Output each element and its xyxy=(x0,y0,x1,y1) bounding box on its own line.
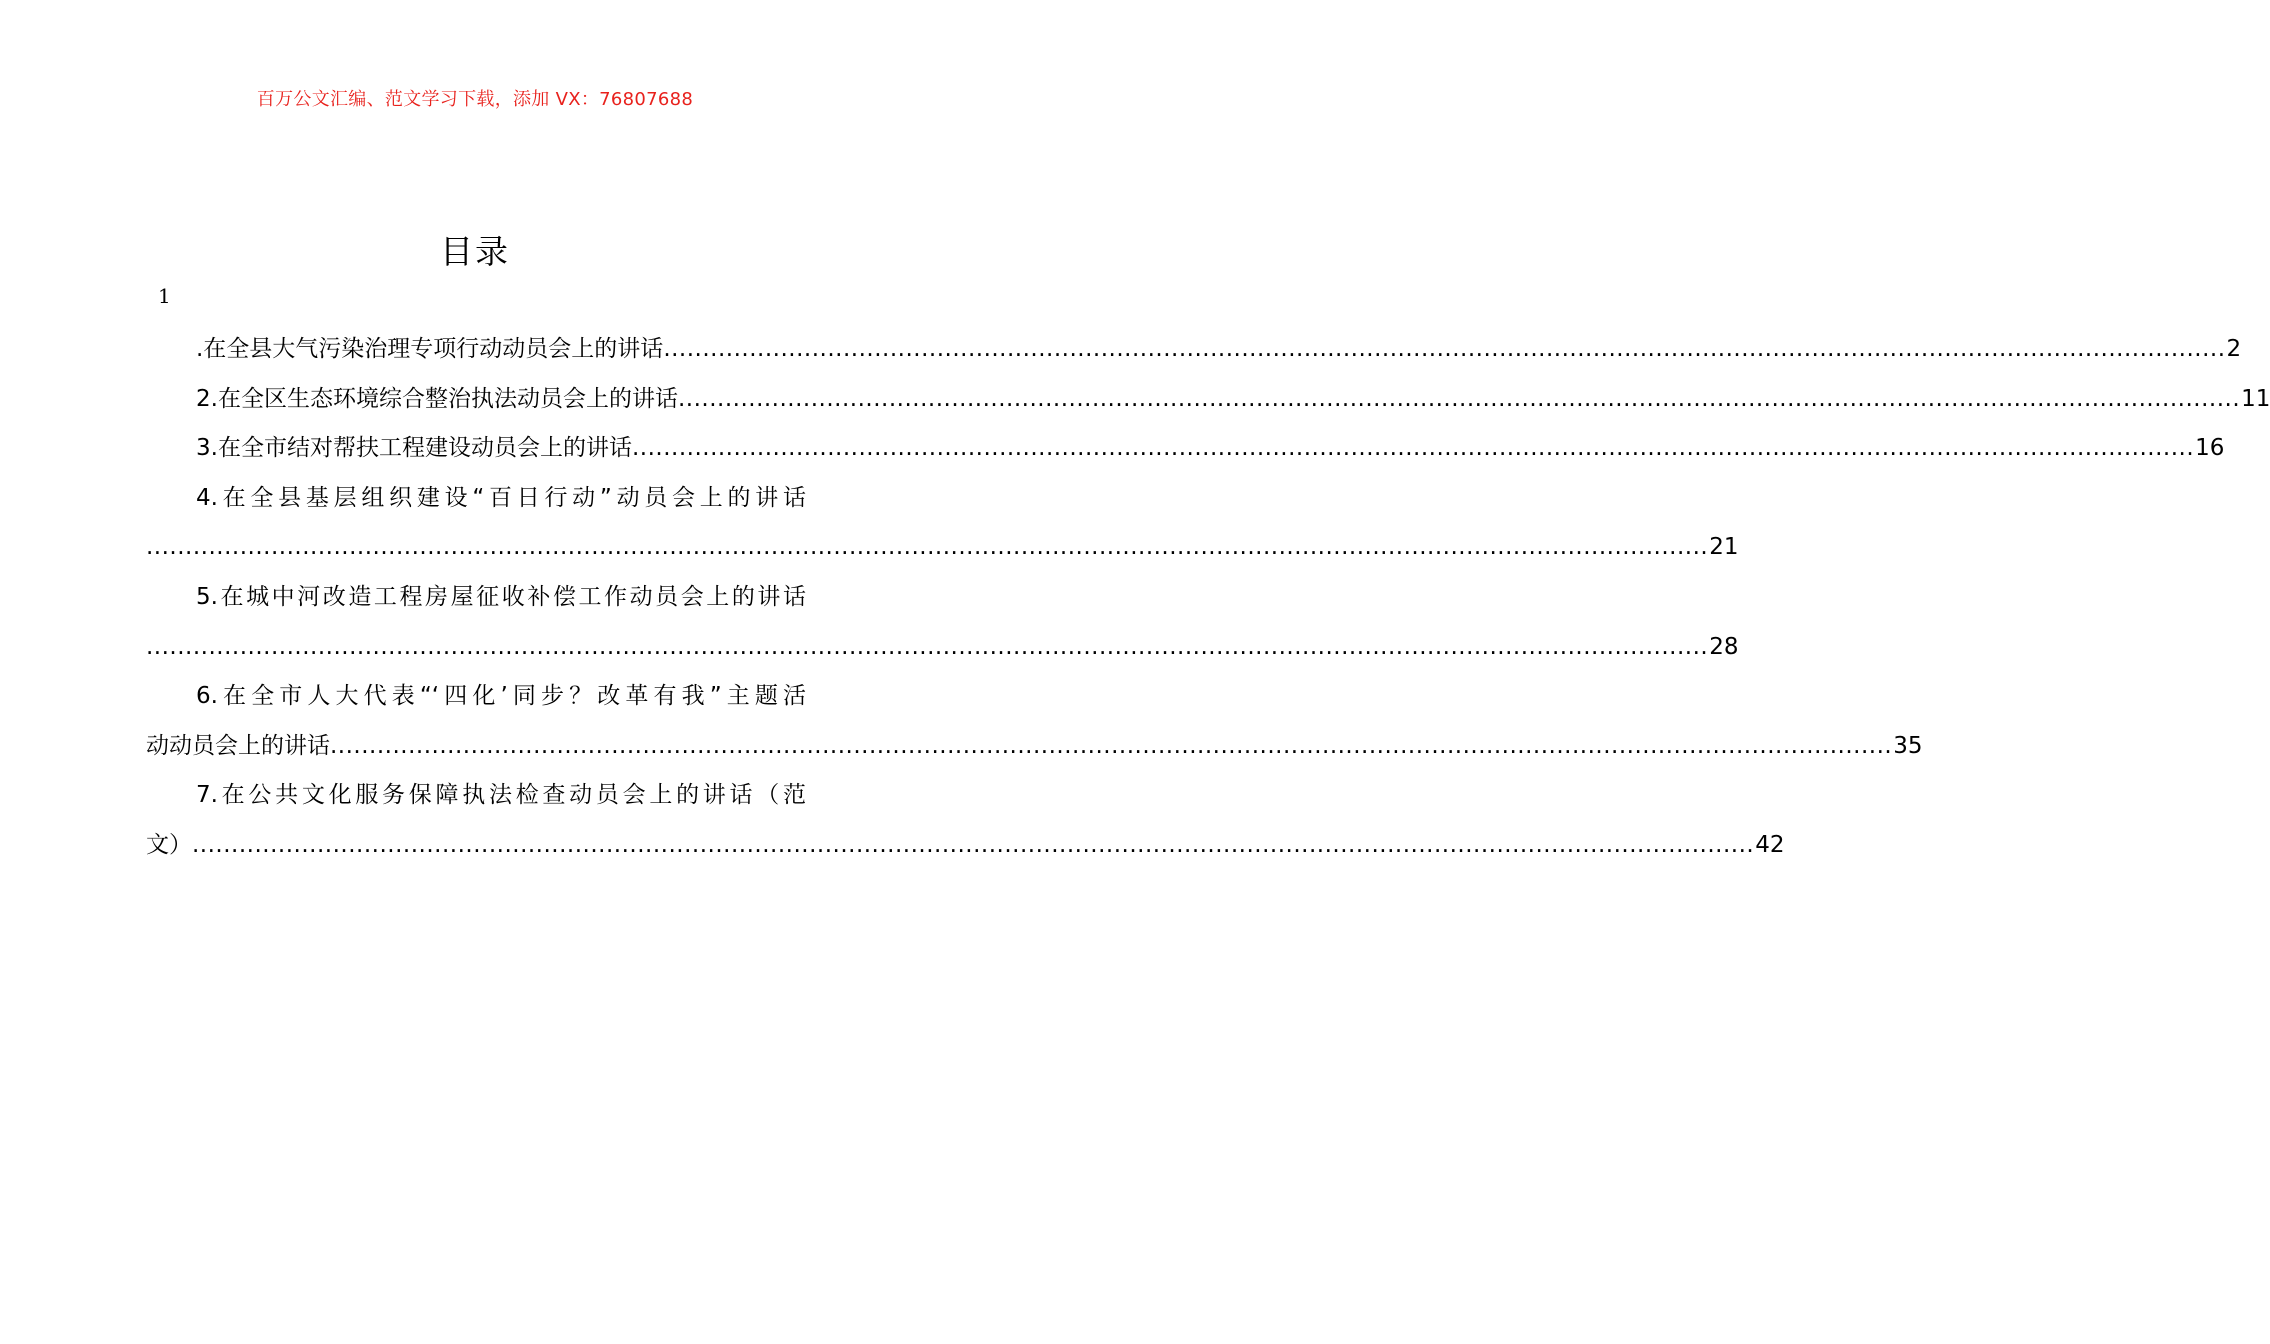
toc-entry-4-line2[interactable] xyxy=(146,523,1739,573)
toc-leader-dots: ........................................................................................................................................................................................................ xyxy=(146,534,1709,561)
toc-leader-dots: ........................................................................................................................................................................................................ xyxy=(146,633,1709,660)
toc-entry-title: 7.在公共文化服务保障执法检查动员会上的讲话（范 xyxy=(196,782,806,809)
toc-entry-5-line2[interactable] xyxy=(146,623,1739,673)
header-note: 百万公文汇编、范文学习下载，添加 VX：76807688 xyxy=(256,89,694,110)
toc-entry-6-line1[interactable] xyxy=(146,672,806,722)
toc-entry-page: 16 xyxy=(2195,435,2225,462)
stray-number: 1 xyxy=(158,284,171,308)
toc-entry-2[interactable] xyxy=(146,375,2270,425)
toc-entry-title: .在全县大气污染治理专项行动动员会上的讲话 xyxy=(196,336,664,362)
toc-entry-page: 35 xyxy=(1893,732,1923,759)
toc-entry-5-line1[interactable] xyxy=(146,573,806,623)
toc-entry-7-line1[interactable] xyxy=(146,771,806,821)
toc-leader-dots: ........................................................................................................................................................................................................ xyxy=(330,732,1893,759)
toc-entry-title: 2.在全区生态环境综合整治执法动员会上的讲话 xyxy=(196,385,678,412)
toc-entry-7-line2[interactable] xyxy=(146,821,1785,871)
toc-entry-title: 5.在城中河改造工程房屋征收补偿工作动员会上的讲话 xyxy=(196,583,806,610)
toc-entry-page: 21 xyxy=(1709,534,1739,561)
table-of-contents xyxy=(146,325,2270,871)
toc-entry-3[interactable] xyxy=(146,424,2225,474)
toc-leader-dots: ........................................................................................................................................................................................................ xyxy=(677,385,2241,412)
toc-entry-1[interactable] xyxy=(146,325,2242,375)
toc-entry-page: 2 xyxy=(2226,336,2242,362)
toc-leader-dots: ........................................................................................................................................................................................................ xyxy=(192,831,1755,858)
toc-entry-page: 42 xyxy=(1755,831,1785,858)
toc-entry-title: 4.在全县基层组织建设“百日行动”动员会上的讲话 xyxy=(196,484,806,511)
toc-leader-dots: ........................................................................................................................................................................................................ xyxy=(663,336,2226,362)
toc-entry-page: 28 xyxy=(1709,633,1739,660)
page-title: 目录 xyxy=(440,232,510,271)
toc-leader-dots: ........................................................................................................................................................................................................ xyxy=(631,435,2195,462)
toc-entry-title: 3.在全市结对帮扶工程建设动员会上的讲话 xyxy=(196,435,632,462)
toc-entry-4-line1[interactable] xyxy=(146,474,806,524)
toc-entry-6-line2[interactable] xyxy=(146,722,1923,772)
toc-entry-title-cont: 文） xyxy=(146,831,192,858)
toc-entry-title: 6.在全市人大代表“‘四化’同步？改革有我”主题活 xyxy=(196,683,806,710)
toc-entry-page: 11 xyxy=(2241,385,2270,412)
toc-entry-title-cont: 动动员会上的讲话 xyxy=(146,732,330,759)
